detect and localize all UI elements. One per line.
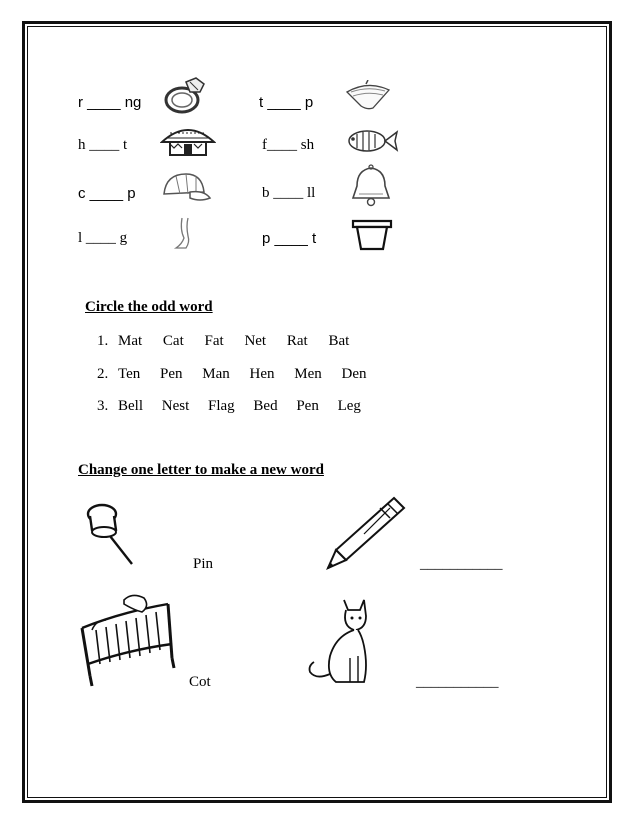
section-heading: Circle the odd word: [85, 299, 213, 315]
cap-icon: [160, 170, 212, 206]
word[interactable]: Pen: [296, 398, 319, 414]
ring-icon: [160, 76, 212, 116]
list-item: [97, 366, 367, 383]
row-number: 1.: [97, 333, 109, 349]
word[interactable]: Net: [244, 333, 267, 349]
word[interactable]: Nest: [161, 398, 190, 414]
row-number: 2.: [97, 366, 109, 382]
word[interactable]: Den: [341, 366, 367, 382]
hut-icon: [160, 124, 216, 158]
word[interactable]: Rat: [286, 333, 308, 349]
row-number: 3.: [97, 398, 109, 414]
pot-icon: [350, 218, 394, 252]
word-label: Pin: [193, 556, 214, 572]
word[interactable]: Man: [202, 366, 230, 382]
cat-icon: [306, 596, 376, 690]
list-item: [97, 333, 349, 350]
word[interactable]: Cat: [162, 333, 184, 349]
item-text: c ____ p: [78, 185, 136, 202]
cot-icon: [78, 590, 180, 692]
word[interactable]: Ten: [118, 366, 141, 382]
word[interactable]: Flag: [208, 398, 235, 414]
item-text: p ____ t: [262, 230, 317, 247]
bell-icon: [347, 164, 395, 208]
item-text: l ____ g: [78, 230, 128, 246]
word[interactable]: Fat: [204, 333, 224, 349]
list-item: [97, 398, 361, 415]
pin-icon: [80, 500, 140, 568]
pen-icon: [324, 494, 408, 572]
word-label: Cot: [189, 674, 211, 690]
word[interactable]: Hen: [249, 366, 275, 382]
item-text: h ____ t: [78, 137, 128, 153]
word[interactable]: Mat: [118, 333, 143, 349]
word[interactable]: Bell: [118, 398, 143, 414]
item-text: f____ sh: [262, 137, 315, 153]
section-heading: Change one letter to make a new word: [78, 462, 324, 478]
spinning-top-icon: [343, 80, 393, 112]
item-text: b ____ ll: [262, 185, 316, 201]
item-text: r ____ ng: [78, 94, 142, 111]
answer-blank[interactable]: ___________: [416, 674, 499, 690]
leg-icon: [172, 216, 200, 252]
word[interactable]: Bat: [328, 333, 350, 349]
word[interactable]: Men: [294, 366, 322, 382]
fish-icon: [343, 126, 399, 156]
item-text: t ____ p: [259, 94, 314, 111]
answer-blank[interactable]: ___________: [420, 556, 503, 572]
word[interactable]: Bed: [253, 398, 278, 414]
word[interactable]: Leg: [337, 398, 361, 414]
word[interactable]: Pen: [160, 366, 183, 382]
